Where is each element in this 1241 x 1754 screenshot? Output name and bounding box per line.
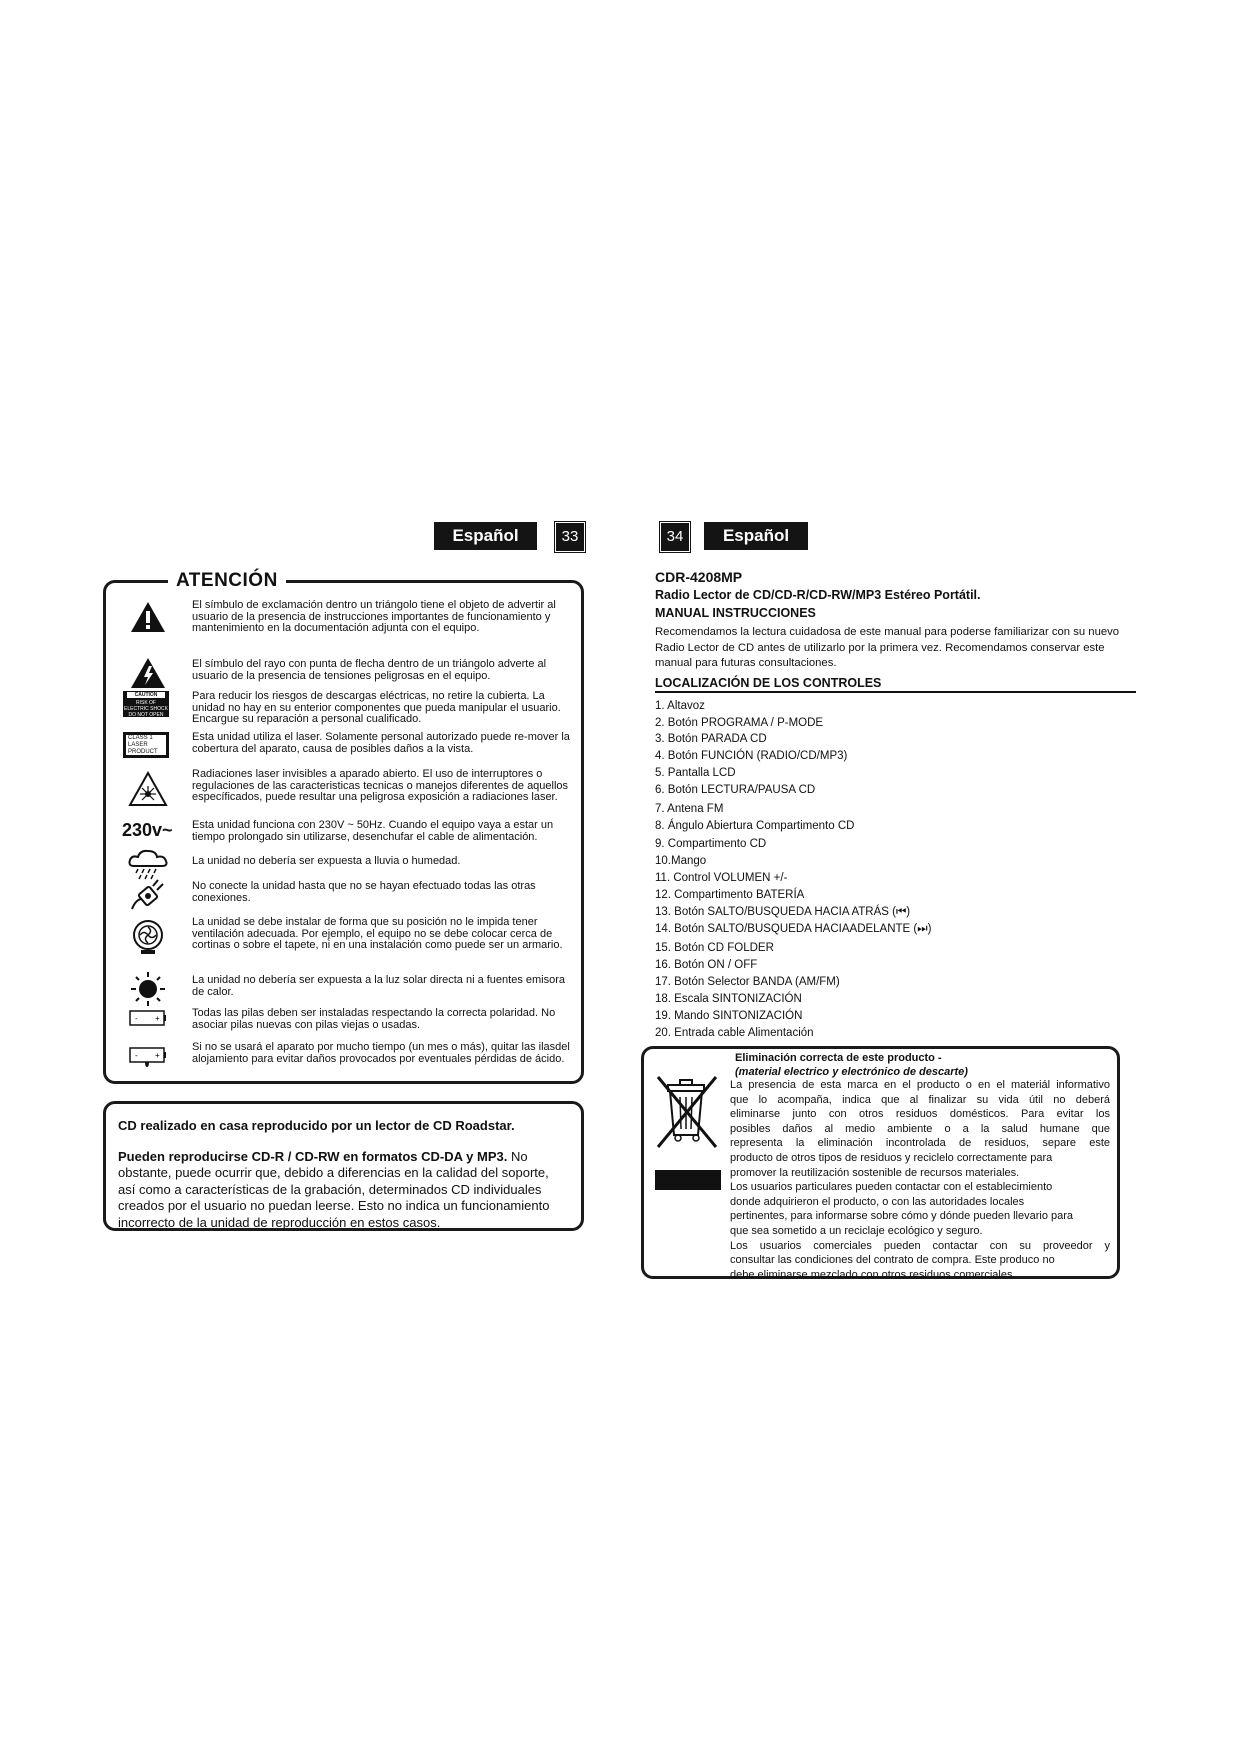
cd-compatibility-box (103, 1101, 584, 1231)
warning-text: Para reducir los riesgos de descargas eléctricas, no retire la cubierta. La unidad no hay en su enterior componentes que pueda manipular el usuario. Encargue su reparación a personal cualificado. (192, 690, 561, 726)
cd-compat-bold: Pueden reproducirse CD-R / CD-RW en formatos CD-DA y MP3. (118, 1148, 508, 1164)
list-item: 4. Botón FUNCIÓN (RADIO/CD/MP3) (655, 750, 848, 762)
disposal-text (730, 1078, 1110, 1282)
controls-heading (655, 676, 1136, 693)
disposal-line: representa la eliminación incontrolada de residuos, separe este (730, 1137, 1110, 1150)
sun-icon (124, 971, 172, 1012)
cd-compat-paragraph (118, 1149, 569, 1232)
attention-box (103, 570, 584, 1084)
class1-laser-label-icon (123, 732, 171, 758)
product-subtitle: Radio Lector de CD/CD-R/CD-RW/MP3 Estéreo Portátil. (655, 588, 981, 602)
battery-icon (124, 1010, 172, 1031)
class1-label-text: CLASS 1 LASER PRODUCT (126, 735, 166, 755)
cd-compat-heading: CD realizado en casa reproducido por un lector de CD Roadstar. (118, 1118, 515, 1133)
list-item: 18. Escala SINTONIZACIÓN (655, 993, 802, 1005)
voltage-label: 230v~ (122, 820, 173, 840)
manual-heading: MANUAL INSTRUCCIONES (655, 606, 816, 620)
list-item: 13. Botón SALTO/BUSQUEDA HACIA ATRÁS (⏮) (655, 906, 911, 918)
caution-label-text: CAUTION (127, 692, 165, 698)
list-item: 14. Botón SALTO/BUSQUEDA HACIAADELANTE (⏭) (655, 923, 932, 935)
voltage-icon (122, 820, 178, 841)
disposal-line: promover la reutilización sostenible de recursos materiales. (730, 1166, 1020, 1179)
disposal-line: pertinentes, para informarse sobre cómo y dónde pueden llevario para (730, 1210, 1074, 1223)
svg-text:+: + (155, 1051, 160, 1060)
model-number: CDR-4208MP (655, 569, 743, 585)
list-item: 9. Compartimento CD (655, 838, 767, 850)
list-item: 2. Botón PROGRAMA / P-MODE (655, 717, 824, 729)
disposal-title: Eliminación correcta de este producto - (735, 1052, 942, 1064)
warning-text: Esta unidad utiliza el laser. Solamente personal autorizado puede re-mover la cobertura del aparato, causa de posibles daños a la vista. (192, 731, 570, 755)
list-item: 12. Compartimento BATERÍA (655, 889, 805, 901)
disposal-line: que lo acompaña, indica que al finalizar su vida útil no deberá (730, 1093, 1110, 1106)
list-item: 1. Altavoz (655, 700, 705, 712)
warning-text: Esta unidad funciona con 230V ~ 50Hz. Cuando el equipo vaya a estar un tiempo prolongado sin utilizarse, desenchufar el cable de alimentación. (192, 819, 554, 843)
svg-text:+: + (155, 1014, 160, 1023)
weee-black-bar (655, 1170, 721, 1190)
warning-text: Radiaciones laser invisibles a aparado abierto. El uso de interruptores o regulaciones de las caracteristicas tecnicas o manejos diferentes de aquellos específicados, puede resultar una peligrosa exposición a radiaciones laser. (192, 768, 569, 804)
disposal-line: La presencia de esta marca en el producto o en el materiál informativo (730, 1079, 1110, 1091)
list-item: 10.Mango (655, 855, 707, 867)
svg-text:-: - (135, 1014, 138, 1023)
list-item: 6. Botón LECTURA/PAUSA CD (655, 784, 816, 796)
battery-leak-icon (124, 1047, 172, 1074)
lightning-triangle-icon (124, 657, 172, 694)
page-number-left: 33 (555, 522, 585, 552)
ventilation-fan-icon (124, 918, 172, 961)
list-item: 19. Mando SINTONIZACIÓN (655, 1010, 803, 1022)
disposal-line: debe eliminarse mezclado con otros residuos comerciales. (730, 1268, 1016, 1281)
list-item: 17. Botón Selector BANDA (AM/FM) (655, 976, 840, 988)
warning-text: Si no se usará el aparato por mucho tiempo (un mes o más), quitar las ilasdel alojamiento para evitar daños provocados por eventuales pérdidas de ácido. (192, 1041, 570, 1065)
list-item: 3. Botón PARADA CD (655, 733, 767, 745)
exclamation-triangle-icon (124, 601, 172, 638)
warning-text: La unidad no debería ser expuesta a lluvia o humedad. (192, 855, 461, 867)
disposal-line: producto de otros tipos de residuos y reciclelo correctamente para (730, 1151, 1053, 1164)
disposal-line: consultar las condiciones del contrato de compra. Este produco no (730, 1254, 1055, 1267)
list-item: 15. Botón CD FOLDER (655, 942, 774, 954)
list-item: 7. Antena FM (655, 803, 724, 815)
list-item: 5. Pantalla LCD (655, 767, 736, 779)
warning-text: La unidad se debe instalar de forma que su posición no le impida tener ventilación adecuada. Por ejemplo, el equipo no se debe colocar cerca de cortinas o sobre el tapete, ni en una instalación como puede ser un armario. (192, 916, 563, 952)
caution-label-icon (123, 691, 171, 717)
controls-heading-text: LOCALIZACIÓN DE LOS CONTROLES (655, 676, 882, 690)
disposal-line: posibles daños al medio ambiente o a la salud humane que (730, 1122, 1110, 1135)
list-item: 20. Entrada cable Alimentación (655, 1027, 814, 1039)
page-number-right: 34 (660, 522, 690, 552)
warning-text: Todas las pilas deben ser instaladas respectando la correcta polaridad. No asociar pilas nuevas con pilas viejas o usadas. (192, 1007, 556, 1031)
plug-icon (124, 875, 172, 916)
disposal-subtitle: (material electrico y electrónico de descarte) (735, 1066, 968, 1078)
warning-text: No conecte la unidad hasta que no se hayan efectuado todas las otras conexiones. (192, 880, 536, 904)
list-item: 16. Botón ON / OFF (655, 959, 758, 971)
language-header-right: Español (704, 522, 808, 550)
disposal-line: Los usuarios comerciales pueden contactar con su proveedor y (730, 1239, 1110, 1252)
weee-bin-icon (654, 1073, 720, 1158)
language-header-left: Español (434, 522, 537, 550)
attention-title: ATENCIÓN (168, 570, 286, 592)
disposal-line: eliminarse junto con otros residuos domésticos. Para evitar los (730, 1108, 1110, 1121)
warning-text: La unidad no debería ser expuesta a la luz solar directa ni a fuentes emisora de calor. (192, 974, 566, 998)
disposal-box (641, 1046, 1120, 1279)
disposal-line: Los usuarios particulares pueden contactar con el establecimiento (730, 1181, 1053, 1194)
list-item: 11. Control VOLUMEN +/- (655, 872, 788, 884)
laser-radiation-icon (124, 771, 172, 812)
warning-text: El símbulo de exclamación dentro un triángolo tiene el objeto de advertir al usuario de la presencia de instrucciones importantes de funcionamiento y mantenimiento en la documentación adjunta con el equipo. (192, 599, 556, 635)
intro-paragraph: Recomendamos la lectura cuidadosa de este manual para poderse familiarizar con su nuevo Radio Lector de CD antes de utilizarlo por la primera vez. Recomendamos conservar este manual para futuras consultaciones. (655, 626, 1120, 669)
cd-compat-rest: No obstante, puede ocurrir que, debido a diferencias en la calidad del soporte, así como a características de la grabación, determinados CD individuales creados por el usuario no puedan leerse. Esto no indica un funcionamiento incorrecto de la unidad de reproducción en estos casos. (118, 1148, 550, 1230)
warning-text: El símbulo del rayo con punta de flecha dentro de un triángolo adverte al usuario de la presencia de tensiones peligrosas en el equipo. (192, 658, 547, 682)
disposal-line: donde adquirieron el producto, o con las autoridades locales (730, 1195, 1025, 1208)
disposal-line: que sea sometido a un reciclaje ecológico y seguro. (730, 1224, 983, 1237)
svg-text:-: - (135, 1051, 138, 1060)
list-item: 8. Ángulo Abiertura Compartimento CD (655, 820, 855, 832)
caution-sub-text: RISK OF ELECTRIC SHOCK DO NOT OPEN (124, 700, 168, 718)
